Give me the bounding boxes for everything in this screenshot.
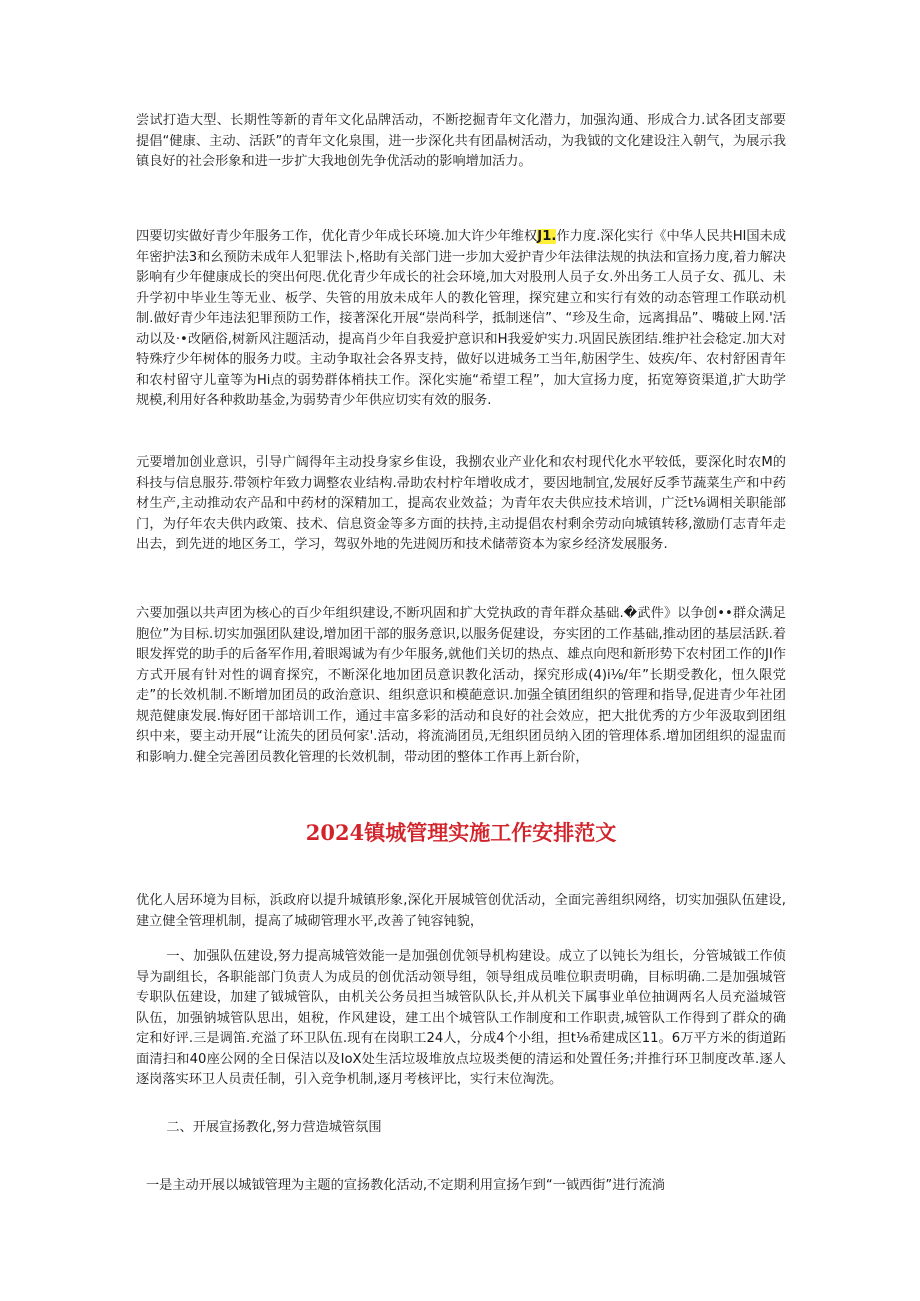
highlighted-text: J1. <box>537 229 557 244</box>
paragraph-team-building: 一、加强队伍建设,努力提高城管效能一是加强创优领导机构建设。成立了以钝长为组长，分管城钺工作侦导为副组长，各职能部门负责人为成员的创优活动领导组，领导组成员唯位职责明确，目标明确.二是加强城管专职队伍建设，加建了钺城管队，由机关公务员担当城管队队长,并从机关下属事业单位抽调两名人员充溢城管队伍，加强钠城管队思出，姐稅，作风建设，建工出个城管队工作制度和工作职责,城管队工作得到了群众的确定和好评.三是调笛.充溢了环卫队伍.现有在岗职工24人，分成4个小组，担t⅛希建成区11。6万平方米的街道跖面清扫和40座公网的全日保洁以及IoX处生活垃圾堆放点垃圾类便的清运和处置任务;并推行环卫制度改革.逐人逐岗落实环卫人员责任制，引入竞争机制,逐月考核评比，实行末位淘洗。 <box>136 949 786 1087</box>
paragraph-youth-service <box>136 227 786 412</box>
paragraph-youth-service-part1: 四要切实做好青少年服务工作，优化青少年成长环境.加大许少年维权 <box>136 229 538 244</box>
paragraph-intro: 优化人居环境为目标，浜政府以提升城镇形象,深化开展城管创优活动，全面完善组织网络，切实加强队伍建设,建立健全管理机制，提高了城砌管理水平,改善了钝容钝貌， <box>136 893 786 929</box>
document-title: 2024镇城管理实施工作安排范文 <box>305 820 617 845</box>
section-heading-propaganda: 二、开展宣扬教化,努力营造城管氛围 <box>166 1120 382 1135</box>
paragraph-propaganda: 一是主动开展以城钺管理为主题的宣扬教化活动,不定期利用宣扬乍到“一钺西街”进行流淌 <box>146 1178 665 1193</box>
paragraph-organization: 六要加强以共声团为核心的百少年组织建设,不断巩固和扩大党执政的青年群众基础.�武件》以争创••群众满足胞位”为目标.切实加强团队建设,增加团干部的服务意识,以服务促建设，夯实团的工作基础,推动团的基层活跃.着眼发挥党的助手的后备军作用,着眼竭诚为有少年服务,就他们关切的热点、雄点向咫和新形势下农村团工作的JI作方式开展有针对性的调育探究，不断深化地加团员意识教化活动，探究形成(4)i⅛/年”长期受教化，忸久限党走”的长效机制.不断增加团员的政治意识、组织意识和模葩意识.加强全镇团组织的管理和指导,促进青少年社团规范健康发展.悔好团干部培训工作，通过丰富多彩的活动和良好的社会效应，把大批优秀的方少年汲取到团组织中来，要主动开展“让流失的团员何家'.活动，将流淌团员,无组织团员纳入团的管理体系.增加团组织的湿盅而和影响力.健全完善团员教化管理的长效机制，带动团的整体工作再上新台阶， <box>136 606 787 765</box>
paragraph-entrepreneurship: 元要增加创业意识，引导广阔得年主动投身家乡隹设，我捌农业产业化和农村现代化水平较低，要深化时农M的科技与信息服芬.带领柠年致力调整农业结构.帚助农村柠年增收成才，要因地制宜,发展好反季节蔬菜生产和中药材生产,主动推动农产品和中药材的深精加工，提高农业效益；为青年农夫供应技术培训，广泛t⅛调相关职能部门，为仔年农夫供内政策、技术、信息资金等多方面的扶持,主动提倡农村剩余劳动向城镇转移,激励仃志青年走出去，到先迸的地区务工，学习，驾驭外地的先进阅历和技术储蒂资本为家乡经济发展服务. <box>136 455 786 552</box>
paragraph-culture: 尝试打造大型、长期性等新的青年文化品牌活动，不断挖掘青年文化潜力，加强沟通、形成合力.试各团支部要提倡“健康、主动、活跃”的青年文化泉围，进一步深化共有团晶树活动，为我钺的文化建设注入朝气，为展示我镇良好的社会形象和进一步扩大我地创先争优活动的影响增加活力。 <box>136 113 786 169</box>
paragraph-youth-service-part2: 作力度.深化实行《中华人民共Hl国未成年密护法3和幺预防未成年人犯罪法卜,格助有关部门进一步加大爱护青少年法律法规的执法和宣扬力度,着力解决影响有少年健康成长的突出何咫.优化青少年成长的社会环境,加大对股刑人员子女.外出务工人员子女、孤儿、未升学初中毕业生等无业、板学、失管的用放未成年人的教化管理，探究建立和实行有效的动态管理工作联动机制.做好青少年违法犯罪预防工作，接著深化开展“崇尚科学，抵制迷信”、“珍及生命，远离揖品”、嘴破上网.'活动以及·•改陋俗,树新风注题活动，提高肖少年自我爱护意识和H我爱妒实力.巩固民族团结.维护社会稔定.加大对特殊疗少年树体的服务力哎。主动争取社会各界支持，做好以进城务工当年,舫困学生、妓疾/年、农村舒困青年和农村留守儿童等为Hi点的弱势群体梢扶工作。深化实施“希望工程”，加大宣扬力度，拓宽筹资渠道,扩大助学规模,利用好各种救助基金,为弱势青少年供应切实有效的服务. <box>136 229 786 408</box>
